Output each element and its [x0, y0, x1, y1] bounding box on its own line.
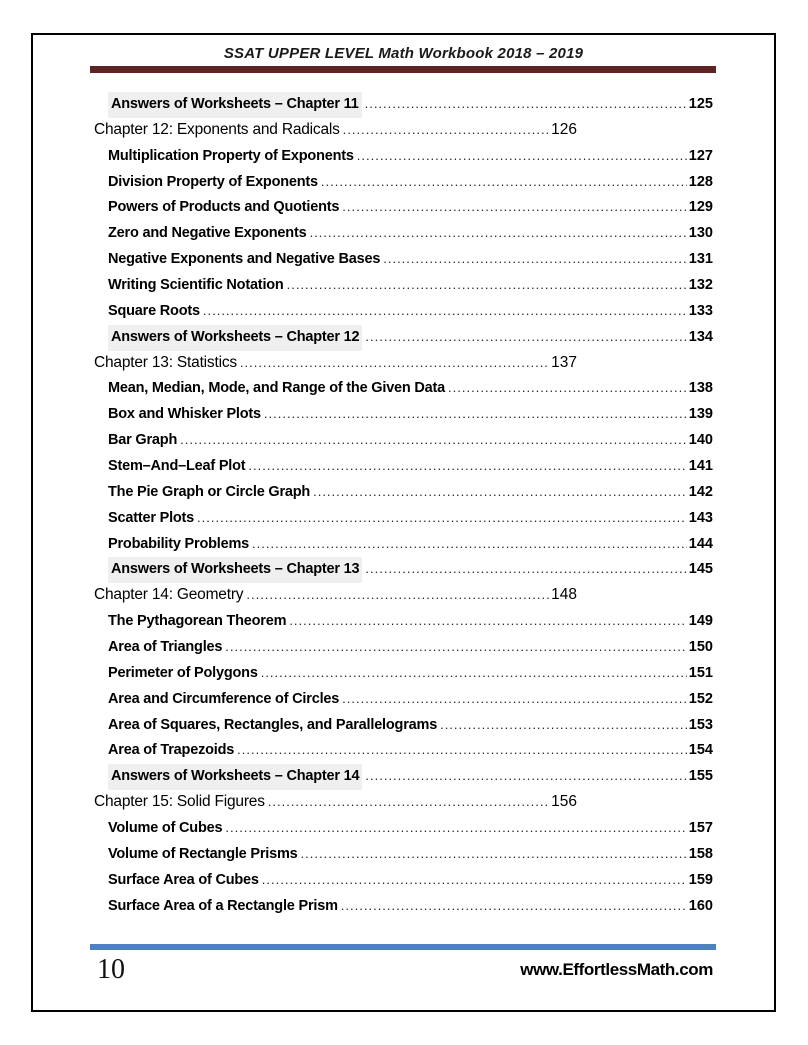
toc-entry-page: 152 — [688, 690, 713, 707]
toc-entry-label: Area of Squares, Rectangles, and Parallelograms — [108, 716, 438, 733]
dot-leader — [448, 375, 687, 401]
toc-entry-label: Chapter 15: Solid Figures — [94, 793, 265, 811]
toc-entry — [94, 867, 713, 893]
dot-leader — [261, 660, 687, 686]
toc-entry — [94, 350, 577, 376]
toc-entry-label: Multiplication Property of Exponents — [108, 147, 354, 164]
toc-entry-label: Stem–And–Leaf Plot — [108, 458, 246, 475]
toc-entry-label: Powers of Products and Quotients — [108, 199, 340, 216]
dot-leader — [309, 220, 686, 246]
toc-entry-label: Area of Triangles — [108, 639, 223, 656]
dot-leader — [365, 91, 687, 117]
toc-entry-label: Mean, Median, Mode, and Range of the Given Data — [108, 380, 446, 397]
toc-entry-label: Answers of Worksheets – Chapter 11 — [108, 92, 362, 118]
toc-entry-label: Probability Problems — [108, 535, 250, 552]
toc-entry — [94, 220, 713, 246]
toc-entry-page: 133 — [688, 302, 713, 319]
toc-entry — [94, 893, 713, 919]
document-header-title: SSAT UPPER LEVEL Math Workbook 2018 – 2019 — [223, 45, 584, 62]
toc-entry-label: Chapter 13: Statistics — [94, 353, 237, 371]
toc-entry — [94, 169, 713, 195]
toc-entry-label: Bar Graph — [108, 432, 178, 449]
toc-entry-page: 143 — [688, 509, 713, 526]
toc-entry-page: 144 — [688, 535, 713, 552]
toc-entry — [94, 815, 713, 841]
toc-entry — [94, 272, 713, 298]
dot-leader — [180, 427, 687, 453]
toc-entry-label: The Pythagorean Theorem — [108, 613, 287, 630]
dot-leader — [342, 194, 687, 220]
dot-leader — [313, 479, 687, 505]
toc-entry-label: Chapter 14: Geometry — [94, 586, 244, 604]
toc-entry-page: 127 — [688, 147, 713, 164]
toc-entry-label: Box and Whisker Plots — [108, 406, 261, 423]
toc-entry-page: 139 — [688, 406, 713, 423]
dot-leader — [343, 117, 549, 143]
toc-entry — [94, 91, 713, 117]
toc-entry-label: Answers of Worksheets – Chapter 12 — [108, 325, 362, 351]
dot-leader — [321, 169, 687, 195]
toc-entry-label: Negative Exponents and Negative Bases — [108, 251, 381, 268]
toc-entry-page: 156 — [551, 793, 577, 811]
toc-entry — [94, 427, 713, 453]
dot-leader — [357, 143, 687, 169]
toc-entry-label: Square Roots — [108, 302, 200, 319]
toc-entry — [94, 401, 713, 427]
toc-entry — [94, 789, 577, 815]
toc-entry-label: Answers of Worksheets – Chapter 13 — [108, 557, 362, 583]
toc-entry-page: 134 — [688, 328, 713, 345]
toc-entry — [94, 737, 713, 763]
toc-entry — [94, 375, 713, 401]
dot-leader — [262, 867, 687, 893]
toc-entry-page: 129 — [688, 199, 713, 216]
toc-list — [94, 91, 713, 919]
toc-entry — [94, 453, 713, 479]
dot-leader — [197, 505, 687, 531]
toc-entry-page: 132 — [688, 277, 713, 294]
dot-leader — [289, 608, 686, 634]
toc-entry — [94, 686, 713, 712]
toc-entry-page: 159 — [688, 871, 713, 888]
toc-entry — [94, 117, 577, 143]
page-frame — [31, 33, 776, 1012]
toc-entry-page: 145 — [688, 561, 713, 578]
toc-entry-page: 141 — [688, 458, 713, 475]
toc-entry-label: Answers of Worksheets – Chapter 14 — [108, 764, 362, 790]
toc-entry-page: 157 — [688, 820, 713, 837]
toc-entry-page: 150 — [688, 639, 713, 656]
dot-leader — [264, 401, 687, 427]
toc-entry-page: 148 — [551, 586, 577, 604]
dot-leader — [268, 789, 549, 815]
toc-entry-page: 125 — [688, 96, 713, 112]
toc-entry — [94, 143, 713, 169]
toc-entry-page: 130 — [688, 225, 713, 242]
toc-entry-label: Volume of Cubes — [108, 820, 223, 837]
toc-entry-label: Chapter 12: Exponents and Radicals — [94, 120, 340, 138]
footer-rule — [90, 944, 716, 950]
toc-entry — [94, 660, 713, 686]
toc-entry-label: Surface Area of a Rectangle Prism — [108, 897, 338, 914]
dot-leader — [225, 634, 687, 660]
toc-entry-page: 126 — [551, 120, 577, 138]
dot-leader — [365, 324, 686, 350]
toc-entry-label: Volume of Rectangle Prisms — [108, 845, 298, 862]
dot-leader — [248, 453, 686, 479]
toc-entry — [94, 582, 577, 608]
toc-entry — [94, 763, 713, 789]
toc-entry — [94, 479, 713, 505]
toc-entry-page: 151 — [688, 664, 713, 681]
toc-entry-page: 158 — [688, 845, 713, 862]
toc-entry — [94, 531, 713, 557]
toc-entry-label: Writing Scientific Notation — [108, 277, 284, 294]
toc-entry — [94, 556, 713, 582]
toc-entry-page: 140 — [688, 432, 713, 449]
toc-entry-page: 153 — [688, 716, 713, 733]
toc-entry-page: 138 — [688, 380, 713, 397]
footer-website: www.EffortlessMath.com — [520, 960, 713, 979]
toc-entry — [94, 505, 713, 531]
toc-entry — [94, 324, 713, 350]
toc-entry — [94, 246, 713, 272]
header-rule — [90, 66, 716, 73]
dot-leader — [440, 712, 687, 738]
toc-entry-page: 160 — [688, 897, 713, 914]
dot-leader — [240, 350, 549, 376]
dot-leader — [203, 298, 687, 324]
toc-entry — [94, 608, 713, 634]
dot-leader — [342, 686, 687, 712]
dot-leader — [252, 531, 687, 557]
toc-entry-label: Zero and Negative Exponents — [108, 225, 307, 242]
dot-leader — [383, 246, 687, 272]
toc-entry-label: The Pie Graph or Circle Graph — [108, 483, 311, 500]
toc-entry — [94, 298, 713, 324]
dot-leader — [301, 841, 687, 867]
toc-entry — [94, 194, 713, 220]
toc-entry-label: Division Property of Exponents — [108, 173, 318, 190]
toc-entry — [94, 712, 713, 738]
toc-entry-page: 137 — [551, 353, 577, 371]
toc-entry — [94, 634, 713, 660]
toc-entry — [94, 841, 713, 867]
footer-page-number: 10 — [97, 954, 125, 985]
dot-leader — [365, 556, 686, 582]
toc-entry-label: Perimeter of Polygons — [108, 664, 258, 681]
toc-entry-page: 149 — [688, 613, 713, 630]
toc-entry-page: 142 — [688, 483, 713, 500]
toc-entry-page: 128 — [688, 173, 713, 190]
dot-leader — [246, 582, 549, 608]
toc-entry-label: Area and Circumference of Circles — [108, 690, 340, 707]
toc-entry-label: Scatter Plots — [108, 509, 195, 526]
dot-leader — [365, 763, 686, 789]
toc-entry-label: Surface Area of Cubes — [108, 871, 259, 888]
dot-leader — [341, 893, 687, 919]
toc-entry-label: Area of Trapezoids — [108, 742, 235, 759]
dot-leader — [225, 815, 686, 841]
toc-entry-page: 155 — [688, 768, 713, 785]
dot-leader — [237, 737, 687, 763]
toc-entry-page: 154 — [688, 742, 713, 759]
dot-leader — [287, 272, 687, 298]
toc-entry-page: 131 — [688, 251, 713, 268]
